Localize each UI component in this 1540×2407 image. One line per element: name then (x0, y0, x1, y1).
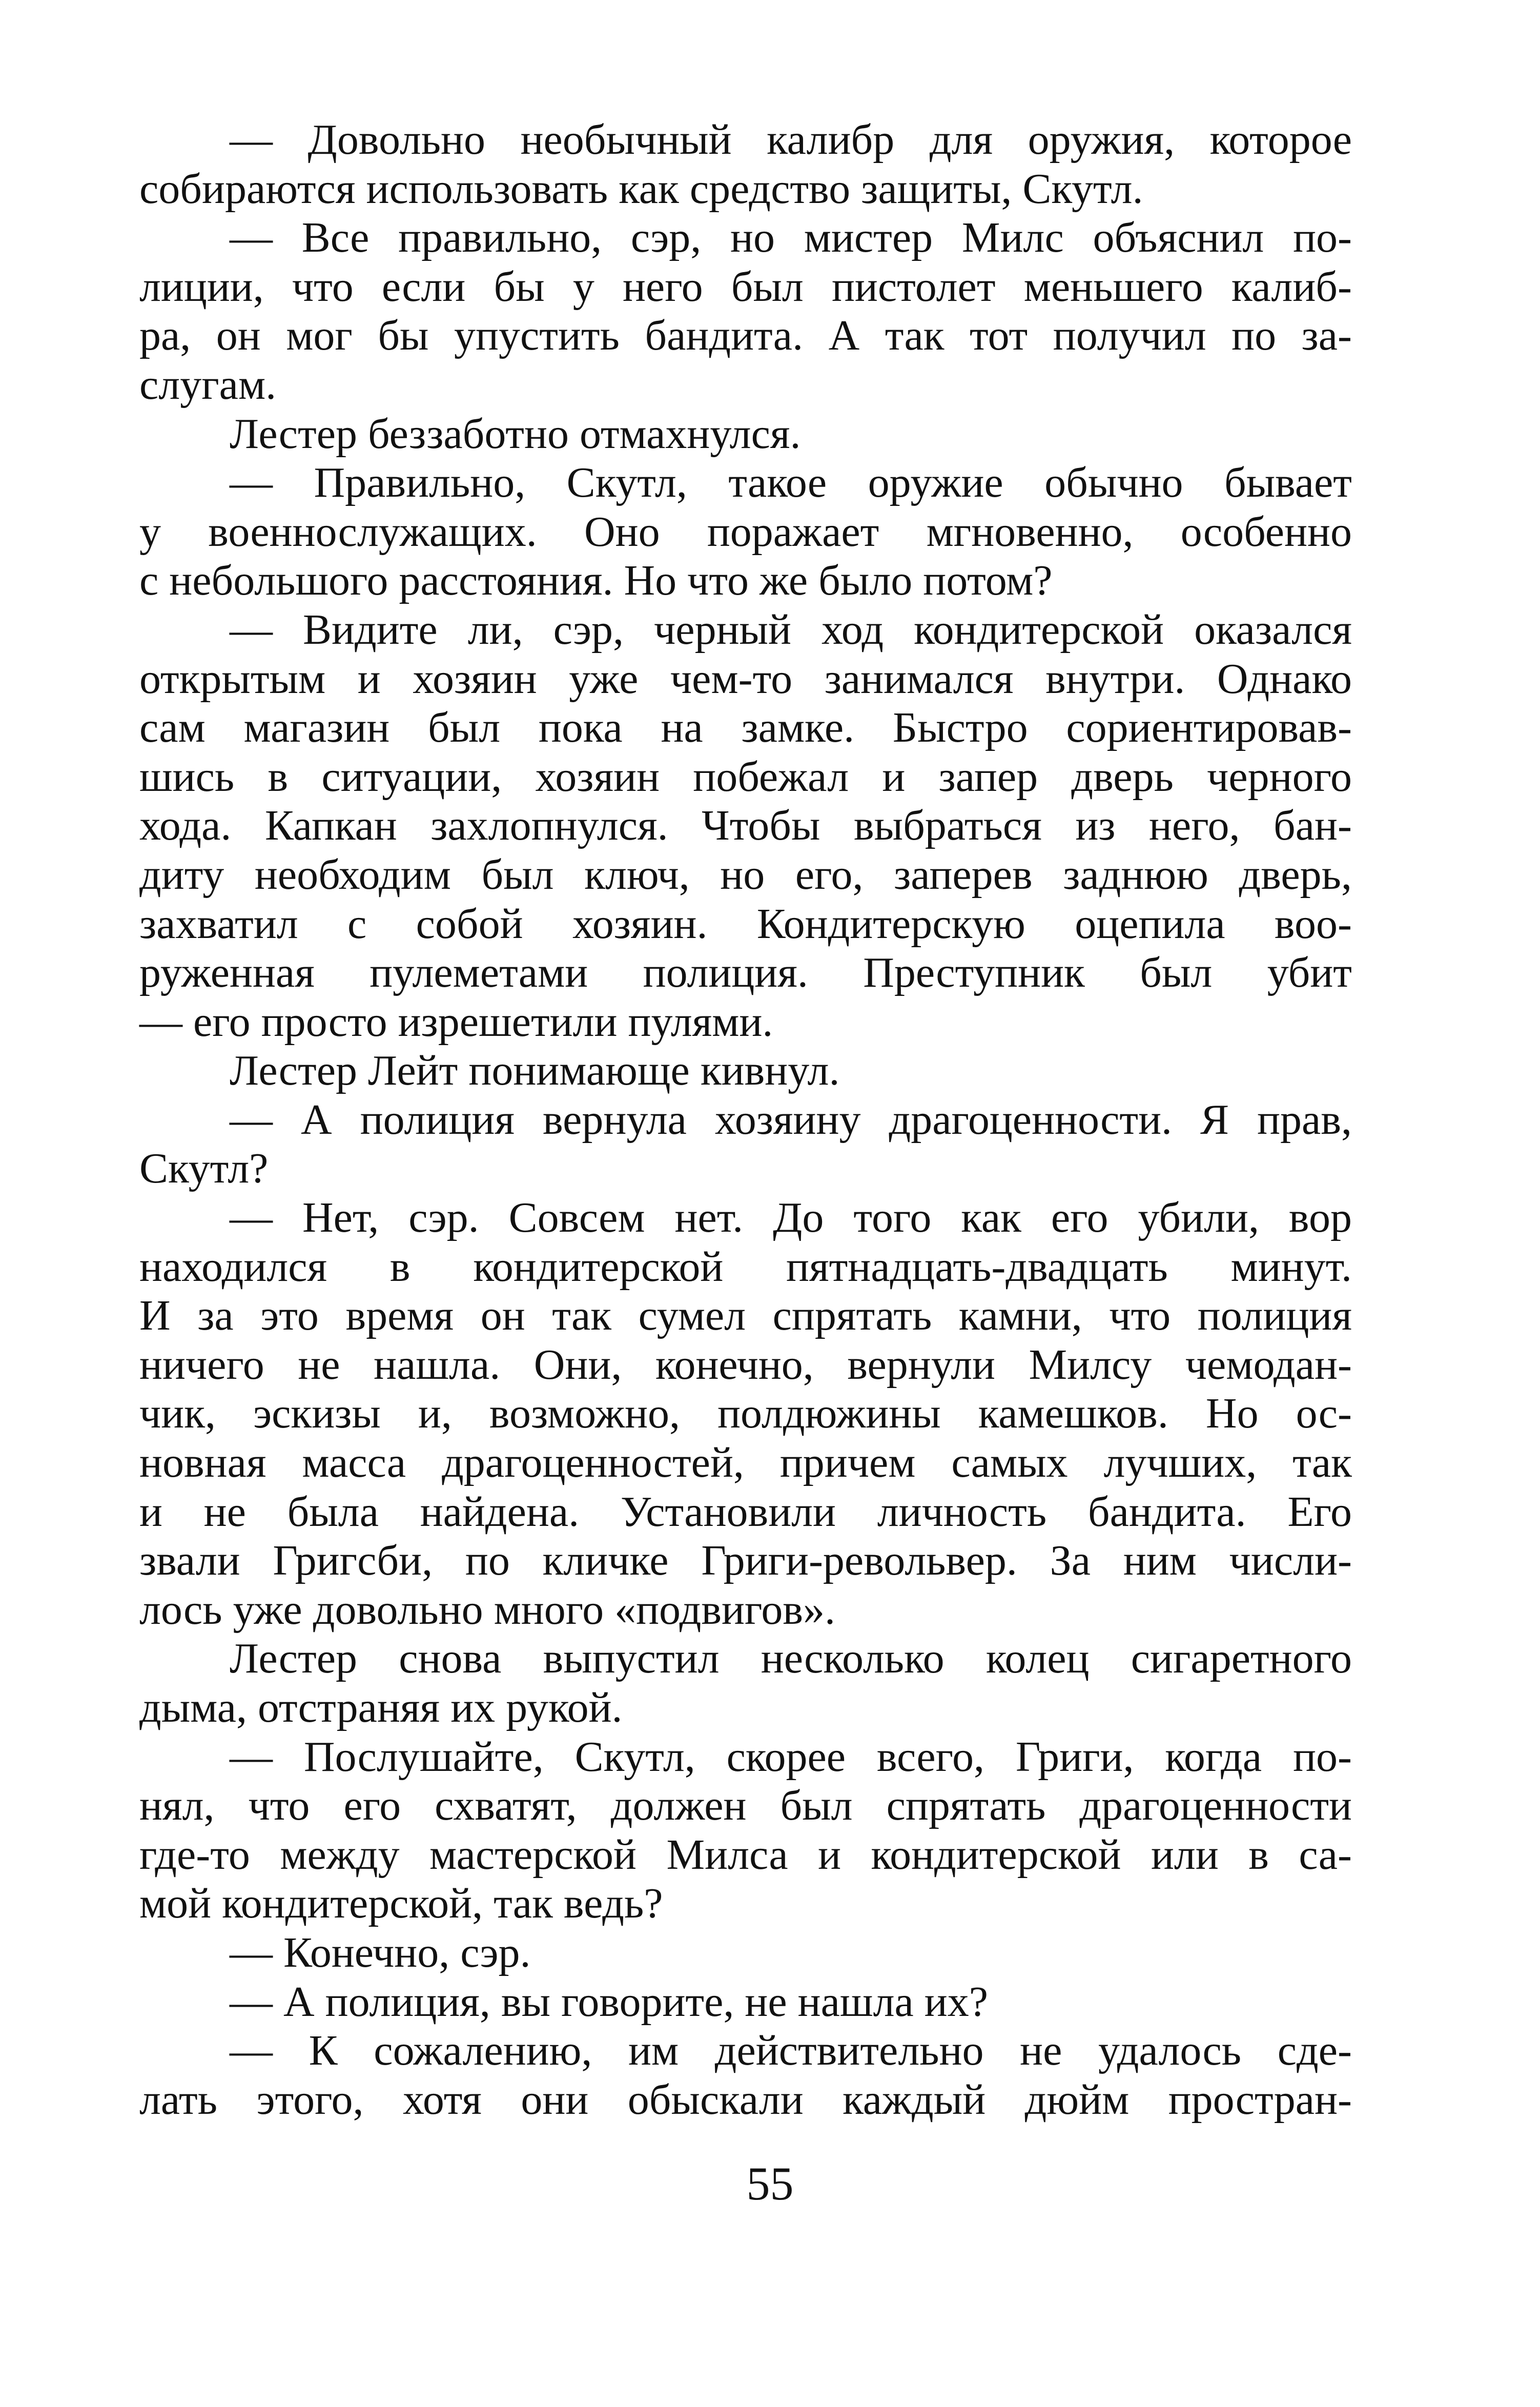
text-line: ра, он мог бы упустить бандита. А так тот получил по за- (139, 312, 1352, 360)
text-line: диту необходим был ключ, но его, заперев заднюю дверь, (139, 850, 1352, 899)
text-line: новная масса драгоценностей, причем самых лучших, так (139, 1439, 1352, 1487)
text-line: Лестер снова выпустил несколько колец сигаретного (230, 1635, 1352, 1683)
text-line: — Послушайте, Скутл, скорее всего, Григи, когда по- (230, 1732, 1352, 1781)
text-line: где-то между мастерской Милса и кондитерской или в са- (139, 1830, 1352, 1879)
text-line: — его просто изрешетили пулями. (139, 997, 773, 1046)
text-line: и не была найдена. Установили личность бандита. Его (139, 1487, 1352, 1536)
text-line: лать этого, хотя они обыскали каждый дюйм простран- (139, 2075, 1352, 2124)
text-line: звали Григсби, по кличке Григи-револьвер. За ним числи- (139, 1537, 1352, 1585)
text-line: И за это время он так сумел спрятать камни, что полиция (139, 1292, 1352, 1340)
text-line: ничего не нашла. Они, конечно, вернули Милсу чемодан- (139, 1340, 1352, 1389)
text-line: захватил с собой хозяин. Кондитерскую оцепила воо- (139, 900, 1352, 948)
text-line: шись в ситуации, хозяин побежал и запер дверь черного (139, 752, 1352, 801)
text-line: открытым и хозяин уже чем-то занимался внутри. Однако (139, 655, 1352, 703)
text-line: — Видите ли, сэр, черный ход кондитерской оказался (230, 605, 1352, 654)
text-line: — Нет, сэр. Совсем нет. До того как его убили, вор (230, 1194, 1352, 1242)
text-line: — А полиция, вы говорите, не нашла их? (230, 1977, 989, 2026)
text-line: находился в кондитерской пятнадцать-двадцать минут. (139, 1242, 1352, 1291)
text-line: лось уже довольно много «подвигов». (139, 1585, 835, 1634)
text-line: слугам. (139, 360, 277, 409)
text-line: хода. Капкан захлопнулся. Чтобы выбраться из него, бан- (139, 802, 1352, 850)
text-line: — Довольно необычный калибр для оружия, которое (230, 116, 1352, 164)
text-line: руженная пулеметами полиция. Преступник был убит (139, 949, 1352, 997)
text-line: мой кондитерской, так ведь? (139, 1880, 663, 1928)
text-line: сам магазин был пока на замке. Быстро сориентировав- (139, 704, 1352, 752)
text-line: с небольшого расстояния. Но что же было потом? (139, 557, 1053, 605)
text-line: чик, эскизы и, возможно, полдюжины камешков. Но ос- (139, 1390, 1352, 1438)
body-text (139, 115, 1352, 2124)
text-line: собираются использовать как средство защиты, Скутл. (139, 165, 1143, 213)
text-line: у военнослужащих. Оно поражает мгновенно, особенно (139, 507, 1352, 556)
text-line: — А полиция вернула хозяину драгоценности. Я прав, (230, 1095, 1352, 1144)
text-line: — Все правильно, сэр, но мистер Милс объяснил по- (230, 214, 1352, 262)
text-line: — Конечно, сэр. (230, 1928, 531, 1976)
text-line: — К сожалению, им действительно не удалось сде- (230, 2027, 1352, 2075)
text-line: Лестер Лейт понимающе кивнул. (230, 1047, 840, 1095)
page-number: 55 (746, 2157, 794, 2210)
text-line: Лестер беззаботно отмахнулся. (230, 410, 801, 458)
text-line: дыма, отстраняя их рукой. (139, 1684, 623, 1731)
text-line: — Правильно, Скутл, такое оружие обычно бывает (230, 459, 1352, 507)
text-line: лиции, что если бы у него был пистолет меньшего калиб- (139, 262, 1352, 311)
text-line: нял, что его схватят, должен был спрятать драгоценности (139, 1782, 1352, 1830)
text-line: Скутл? (139, 1145, 269, 1193)
